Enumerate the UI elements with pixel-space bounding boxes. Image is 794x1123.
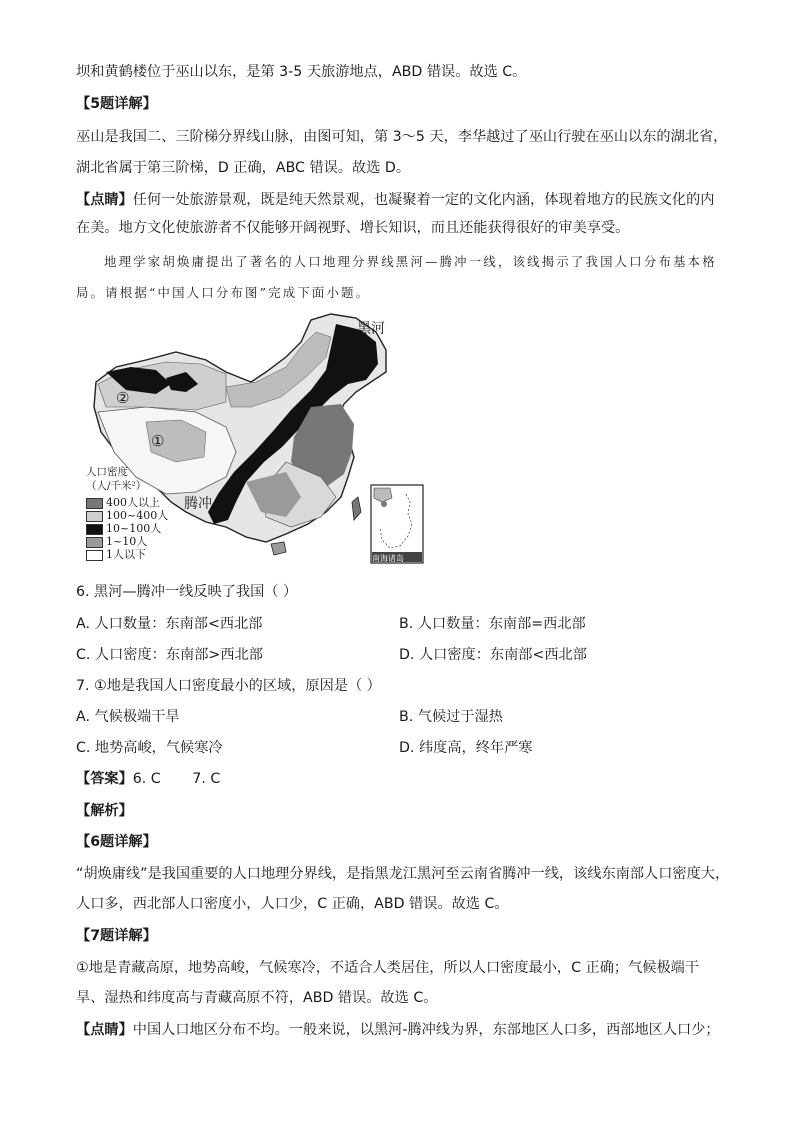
option-7c: C. 地势高峻，气候寒冷 (76, 740, 223, 756)
tip-text: 中国人口地区分布不均。一般来说，以黑河-腾冲线为界，东部地区人口多，西部地区人口少； (132, 1022, 720, 1038)
question-7: 7. ①地是我国人口密度最小的区域，原因是（ ） (76, 678, 381, 694)
section-heading: 【6题详解】 (76, 834, 157, 850)
tip-text: 任何一处旅游景观，既是纯天然景观，也凝聚着一定的文化内涵，体现着地方的民族文化的内 (132, 192, 715, 208)
map-marker-2: ② (116, 389, 130, 407)
map-legend (84, 462, 194, 562)
option-7a: A. 气候极端干旱 (76, 709, 180, 725)
legend-item: 100~400人 (86, 509, 168, 522)
analysis-heading: 【解析】 (76, 803, 133, 819)
text-line: 湖北省属于第三阶梯，D 正确，ABC 错误。故选 D。 (76, 160, 411, 176)
legend-item: 1~10人 (86, 535, 147, 548)
legend-unit: （人/千米²） (86, 480, 147, 492)
legend-title: 人口密度 (86, 466, 128, 478)
tip-label: 【点睛】 (76, 192, 133, 208)
map-label-heihe: 黑河 (357, 321, 385, 337)
question-intro: 地理学家胡焕庸提出了著名的人口地理分界线黑河—腾冲一线，该线揭示了我国人口分布基本格 (104, 254, 717, 269)
text-line: “胡焕庸线”是我国重要的人口地理分界线，是指黑龙江黑河至云南省腾冲一线，该线东南部人口密度大， (76, 866, 730, 882)
text-line (76, 1020, 720, 1040)
option-6b: B. 人口数量：东南部=西北部 (399, 616, 586, 632)
south-china-sea-inset (370, 484, 424, 564)
section-heading: 【5题详解】 (76, 96, 157, 112)
inset-label: 南海诸岛 (372, 554, 404, 563)
text-line: 旱、湿热和纬度高与青藏高原不符，ABD 错误。故选 C。 (76, 990, 438, 1006)
map-marker-1: ① (151, 432, 165, 450)
answer-line (76, 769, 220, 789)
tip-label: 【点睛】 (76, 1022, 133, 1038)
answer-value: 6. C 7. C (132, 771, 221, 787)
option-6d: D. 人口密度：东南部<西北部 (399, 647, 587, 663)
question-intro: 局。请根据“中国人口分布图”完成下面小题。 (76, 285, 371, 300)
option-7d: D. 纬度高，终年严寒 (399, 740, 533, 756)
option-6c: C. 人口密度：东南部>西北部 (76, 647, 263, 663)
option-7b: B. 气候过于湿热 (399, 709, 503, 725)
text-line: 坝和黄鹤楼位于巫山以东，是第 3-5 天旅游地点，ABD 错误。故选 C。 (76, 64, 527, 80)
question-6: 6. 黑河—腾冲一线反映了我国（ ） (76, 584, 298, 600)
text-line: 巫山是我国二、三阶梯分界线山脉，由图可知，第 3～5 天，李华越过了巫山行驶在巫山以东的湖北省， (76, 129, 728, 145)
text-line: 人口多，西北部人口密度小，人口少，C 正确，ABD 错误。故选 C。 (76, 896, 509, 912)
text-line (76, 190, 714, 210)
text-line: ①地是青藏高原，地势高峻，气候寒冷，不适合人类居住，所以人口密度最小，C 正确；气候极端干 (76, 960, 700, 976)
legend-item: 1人以下 (86, 548, 146, 561)
option-6a: A. 人口数量：东南部<西北部 (76, 616, 263, 632)
text-line: 在美。地方文化使旅游者不仅能够开阔视野、增长知识，而且还能获得很好的审美享受。 (76, 220, 630, 236)
map-label-tengchong: 腾冲 (184, 496, 212, 512)
legend-item: 10~100人 (86, 522, 161, 535)
section-heading: 【7题详解】 (76, 928, 157, 944)
legend-item: 400人以上 (86, 496, 160, 509)
answer-label: 【答案】 (76, 771, 133, 787)
